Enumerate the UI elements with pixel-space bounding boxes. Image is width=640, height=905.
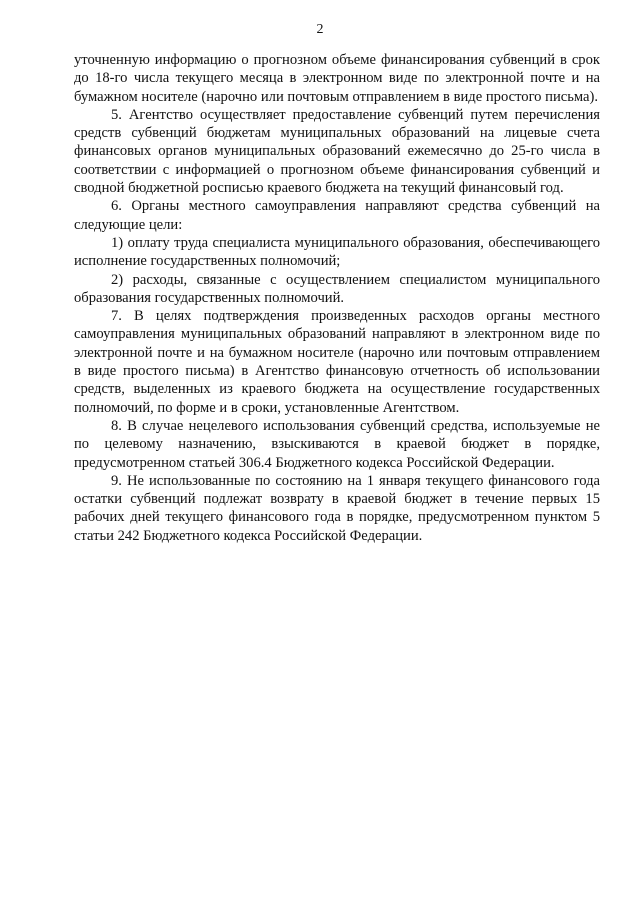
page-number: 2 [316, 22, 324, 37]
paragraph-6-item-2: 2) расходы, связанные с осуществлением специалистом муниципального образования государственных полномочий. [74, 271, 600, 306]
document-body [74, 51, 600, 545]
paragraph-6-item-1: 1) оплату труда специалиста муниципального образования, обеспечивающего исполнение государственных полномочий; [74, 234, 600, 270]
paragraph-6: 6. Органы местного самоуправления направляют средства субвенций на следующие цели: [74, 198, 600, 233]
paragraph-8: 8. В случае нецелевого использования субвенций средства, используемые не по целевому назначению, взыскиваются в краевой бюджет в порядке, предусмотренном статьей 306.4 Бюджетного кодекса Российской Федерации. [74, 417, 600, 471]
paragraph-5: 5. Агентство осуществляет предоставление субвенций путем перечисления средств субвенций бюджетам муниципальных образований на лицевые счета финансовых органов муниципальных образований ежемесячно до 25-го числа в соответствии с информацией о прогнозном объеме финансирования субвенций и сводной бюджетной росписью краевого бюджета на текущий финансовый год. [74, 106, 600, 197]
paragraph-7: 7. В целях подтверждения произведенных расходов органы местного самоуправления муниципальных образований направляют в электронном виде по электронной почте и на бумажном носителе (нарочно или почтовым отправлением в виде простого письма) в Агентство финансовую отчетность об использовании средств, выделенных из краевого бюджета на осуществление государственных полномочий, по форме и в сроки, установленные Агентством. [74, 308, 600, 416]
paragraph-continuation: уточненную информацию о прогнозном объеме финансирования субвенций в срок до 18-го числа текущего месяца в электронном виде по электронной почте и на бумажном носителе (нарочно или почтовым отправлением в виде простого письма). [74, 52, 600, 105]
paragraph-9: 9. Не использованные по состоянию на 1 января текущего финансового года остатки субвенций подлежат возврату в краевой бюджет в течение первых 15 рабочих дней текущего финансового года в порядке, предусмотренном пунктом 5 статьи 242 Бюджетного кодекса Российской Федерации. [74, 472, 600, 544]
